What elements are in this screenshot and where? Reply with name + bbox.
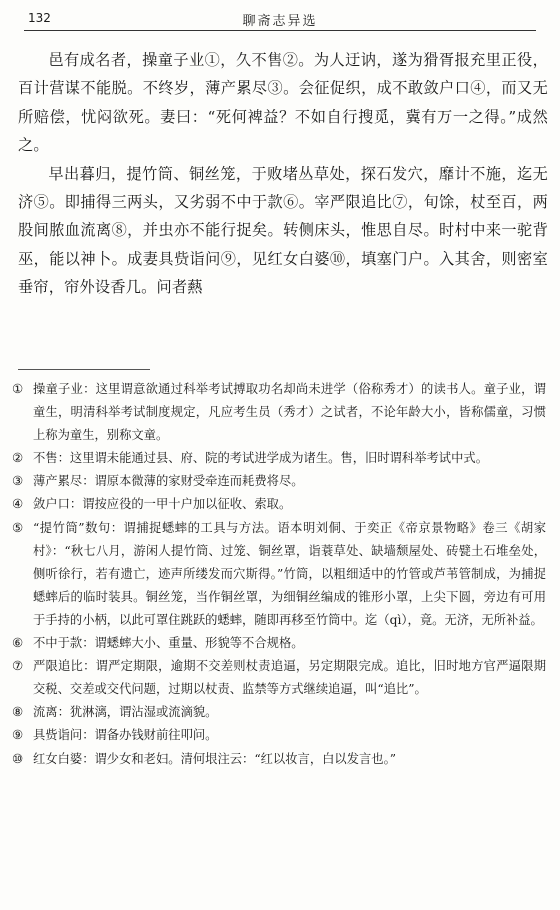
footnote-mark: ② [12,451,24,466]
footnote-mark: ① [12,382,24,396]
page-header [24,6,536,31]
footnote-divider [18,369,150,370]
footnote [12,493,546,516]
footnote [12,748,546,771]
footnote-mark: ⑨ [12,728,24,743]
footnote [12,632,546,655]
footnote [12,724,546,747]
footnote-text: 严限追比：谓严定期限，逾期不交差则杖责追逼，另定期限完成。追比，旧时地方官严逼限期交税、交差或交代问题，过期以杖责、监禁等方式继续追逼，叫“追比”。 [33,659,546,697]
footnote [12,447,546,470]
footnote-mark: ⑧ [12,705,24,720]
footnote-mark: ④ [12,497,24,512]
footnote [12,655,546,701]
footnote-mark: ⑤ [12,520,24,535]
footnote-mark: ⑩ [12,751,24,766]
footnote-text: 薄产累尽：谓原本微薄的家财受牵连而耗费将尽。 [33,474,304,489]
running-title: 聊斋志异选 [242,14,318,29]
footnote [12,378,546,447]
main-text [18,46,548,302]
paragraph: 早出暮归，提竹筒、铜丝笼，于败堵丛草处，探石发穴，靡计不施，迄无济⑤。即捕得三两头，又劣弱不中于款⑥。宰严限追比⑦，旬馀，杖至百，两股间脓血流离⑧，并虫亦不能行捉矣。转侧床头，惟思自尽。时村中来一驼背巫，能以神卜。成妻具赀诣问⑨，见红女白婆⑩，填塞门户。入其舍，则密室垂帘，帘外设香几。问者爇 [18,164,548,297]
footnote-mark: ③ [12,474,24,489]
footnote-mark: ⑦ [12,659,24,674]
footnote-text: 流离：犹淋漓，谓沾湿或流滴貌。 [33,705,218,720]
footnotes [12,378,546,771]
footnote-mark: ⑥ [12,636,24,651]
footnote [12,701,546,724]
page-number: 132 [28,11,51,25]
footnote [12,517,546,632]
footnote [12,470,546,493]
footnote-text: 不售：这里谓未能通过县、府、院的考试进学成为诸生。售，旧时谓科举考试中式。 [33,451,488,466]
footnote-text: 敛户口：谓按应役的一甲十户加以征收、索取。 [33,497,292,512]
footnote-text: 操童子业：这里谓意欲通过科举考试搏取功名却尚未进学（俗称秀才）的读书人。童子业，谓童生，明清科举考试制度规定，凡应考生员（秀才）之试者，不论年龄大小，皆称儒童，习惯上称为童生，别称文童。 [33,382,546,443]
paragraph: 邑有成名者，操童子业①，久不售②。为人迂讷，遂为猾胥报充里正役，百计营谋不能脱。不终岁，薄产累尽③。会征促织，成不敢敛户口④，而又无所赔偿，忧闷欲死。妻曰：“死何裨益？不如自行搜觅，冀有万一之得。”成然之。 [18,51,548,155]
footnote-text: “提竹筒”数句：谓捕捉蟋蟀的工具与方法。语本明刘侗、于奕正《帝京景物略》卷三《胡家村》：“秋七八月，游闲人提竹筒、过笼、铜丝罩，诣蓑草处、缺墙颓屋处、砖甓土石堆垒处，侧听徐行，若有遗亡，迹声所缕发而穴斯得。”竹筒，以粗细适中的竹管或芦苇管制成，为捕捉蟋蟀后的临时装具。铜丝笼，当作铜丝罩，为细铜丝编成的锥形小罩，上尖下圆，旁边有可用于手持的小柄，以此可罩住跳跃的蟋蟀，随即再移至竹筒中。迄（qì），竟。无济，无所补益。 [33,520,546,627]
footnote-text: 不中于款：谓蟋蟀大小、重量、形貌等不合规格。 [33,636,304,651]
footnote-text: 红女白婆：谓少女和老妇。清何垠注云：“红以妆言，白以发言也。” [33,751,397,766]
footnote-text: 具赀诣问：谓备办钱财前往叩问。 [33,728,218,743]
